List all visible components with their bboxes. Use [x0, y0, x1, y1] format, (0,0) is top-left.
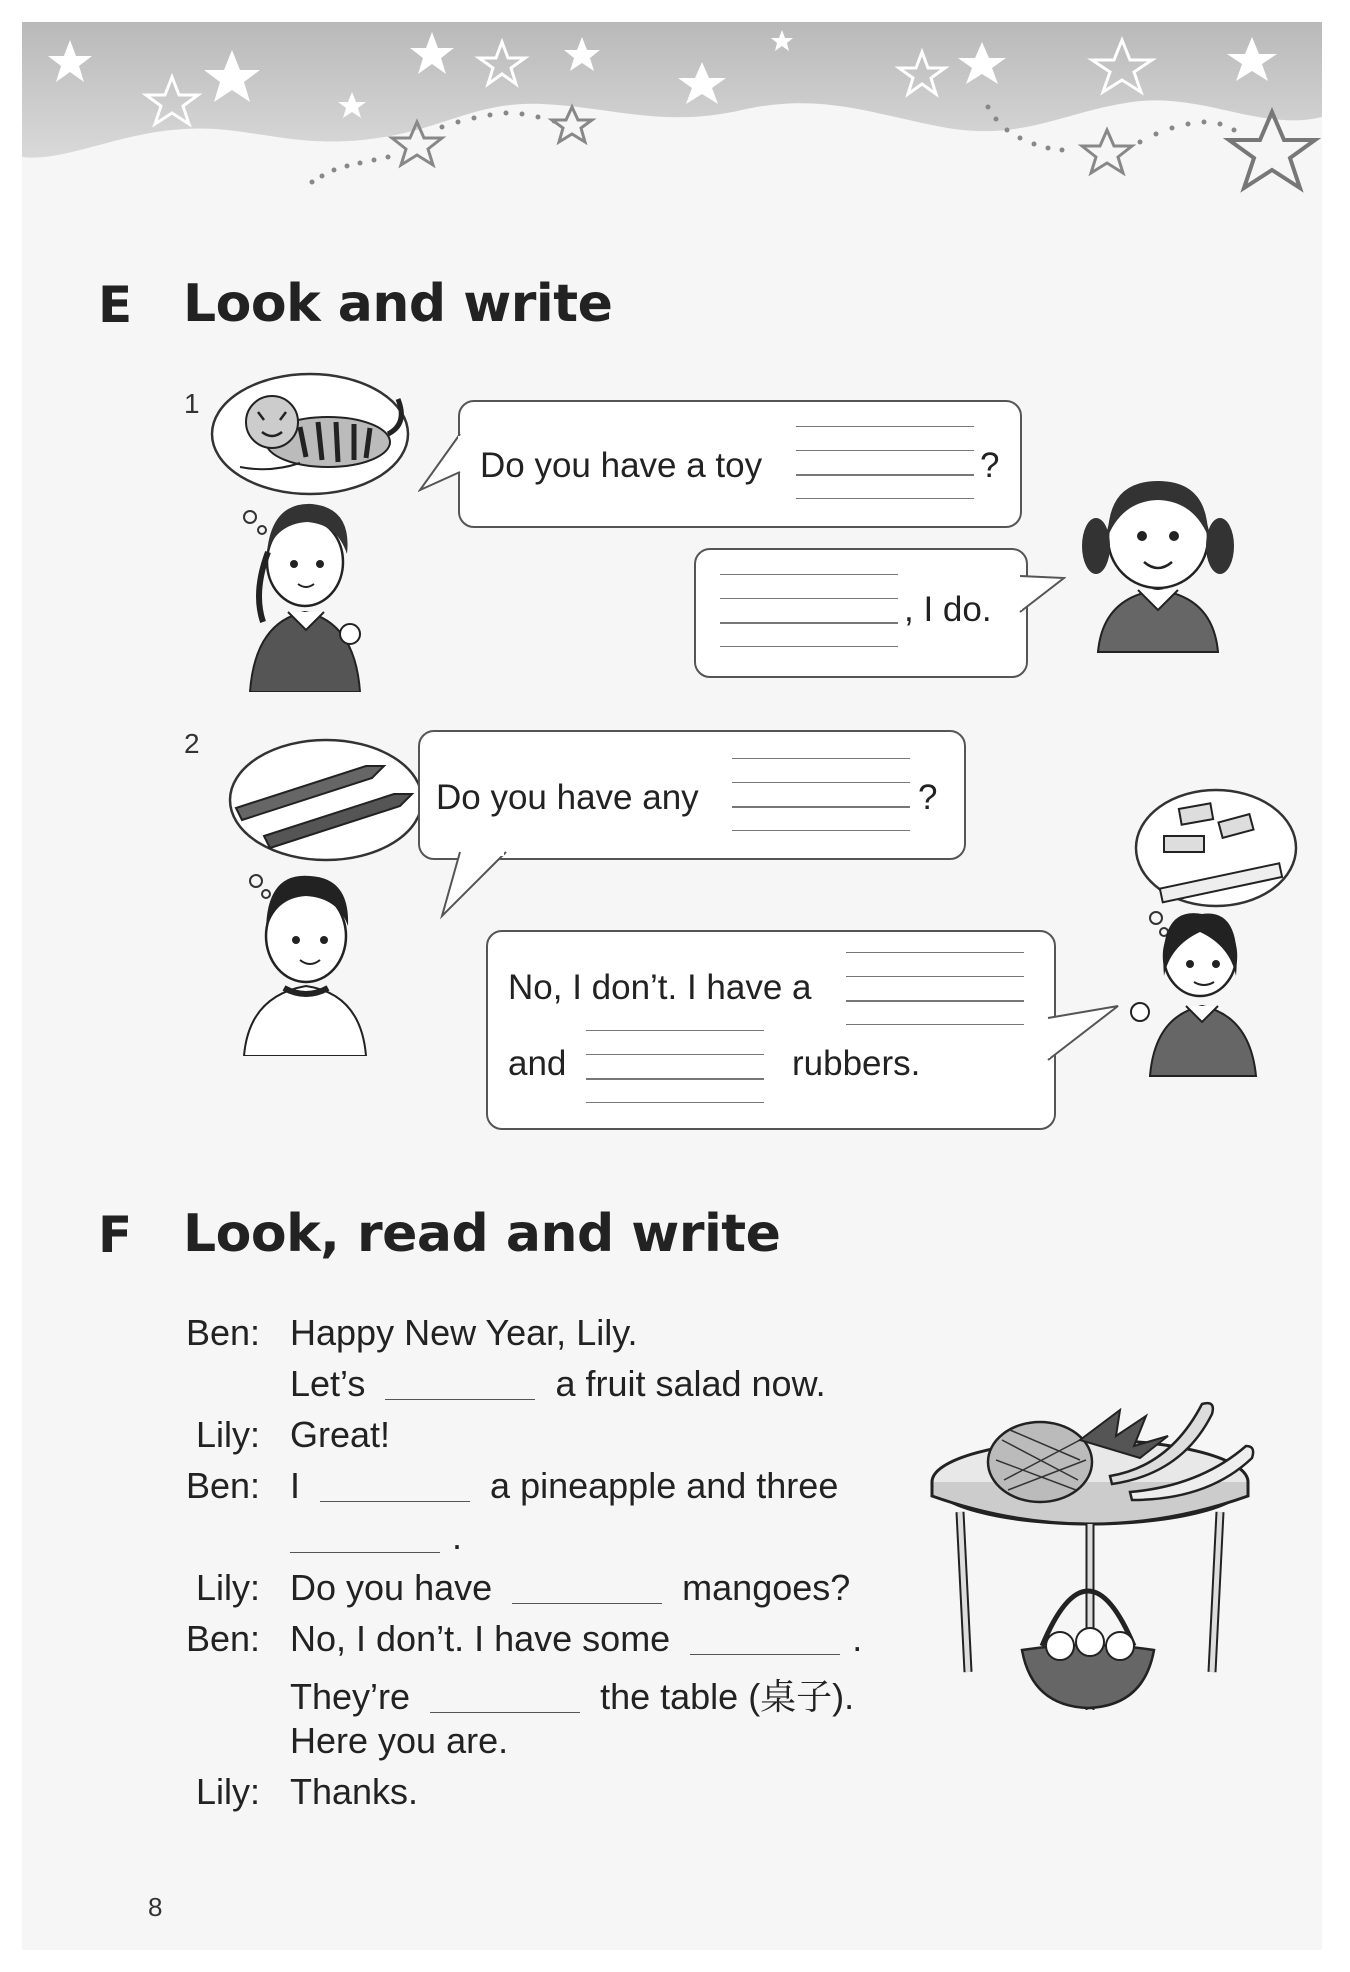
question-mark: ?	[918, 778, 938, 817]
writing-lines[interactable]	[732, 758, 910, 838]
answer-blank[interactable]	[690, 1624, 840, 1655]
dialogue-line: Here you are.	[290, 1720, 509, 1761]
bubble-text: Do you have a toy	[480, 446, 763, 485]
boy-thinking-pencils-illustration	[226, 736, 426, 1056]
bubble-text: Do you have any	[436, 778, 699, 817]
bubble-tail	[1018, 572, 1066, 620]
bubble-tail	[440, 850, 510, 920]
section-letter: F	[98, 1206, 133, 1264]
question-number: 2	[184, 728, 200, 759]
dialogue-line: No, I don’t. I have some .	[290, 1618, 863, 1659]
answer-blank[interactable]	[512, 1573, 662, 1604]
question-mark: ?	[980, 446, 1000, 485]
answer-blank[interactable]	[385, 1369, 535, 1400]
dialogue-line: Let’s a fruit salad now.	[290, 1363, 826, 1404]
question-number: 1	[184, 388, 200, 419]
girl-thinking-rubbers-illustration	[1120, 780, 1300, 1080]
speaker: Ben:	[185, 1312, 260, 1353]
answer-blank[interactable]	[430, 1682, 580, 1713]
fruit-table-illustration	[930, 1400, 1260, 1720]
girl-icon	[1131, 913, 1256, 1076]
answer-text: rubbers.	[792, 1044, 921, 1083]
speaker: Lily:	[195, 1567, 260, 1608]
girl-thinking-tiger-illustration	[210, 372, 420, 692]
dialogue-line: Do you have mangoes?	[290, 1567, 851, 1608]
answer-text: No, I don’t. I have a	[508, 968, 812, 1007]
speaker: Lily:	[195, 1414, 260, 1455]
writing-lines[interactable]	[586, 1030, 764, 1110]
dialogue-line: .	[290, 1516, 462, 1558]
answer-blank[interactable]	[290, 1522, 440, 1553]
star-banner	[22, 22, 1322, 232]
writing-lines[interactable]	[720, 574, 898, 654]
writing-lines[interactable]	[846, 952, 1024, 1032]
answer-blank[interactable]	[320, 1471, 470, 1502]
section-letter: E	[98, 276, 133, 334]
speaker: Ben:	[185, 1618, 260, 1659]
speaker: Lily:	[195, 1771, 260, 1812]
dialogue-line: Happy New Year, Lily.	[290, 1312, 638, 1353]
section-title: Look and write	[183, 274, 613, 334]
boy-icon	[244, 876, 366, 1056]
section-title: Look, read and write	[183, 1204, 781, 1264]
writing-lines[interactable]	[796, 426, 974, 506]
dialogue-line: Great!	[290, 1414, 391, 1455]
girl-answering-illustration	[1078, 466, 1238, 656]
dialogue-line: They’re the table (桌子).	[290, 1676, 855, 1717]
dialogue-line: I a pineapple and three	[290, 1465, 839, 1506]
answer-text: , I do.	[904, 590, 992, 629]
dialogue-line: Thanks.	[290, 1771, 419, 1812]
page-number: 8	[148, 1892, 163, 1922]
answer-text: and	[508, 1044, 567, 1083]
bubble-tail	[1046, 1004, 1122, 1074]
speaker: Ben:	[185, 1465, 260, 1506]
bubble-tail	[418, 432, 464, 494]
